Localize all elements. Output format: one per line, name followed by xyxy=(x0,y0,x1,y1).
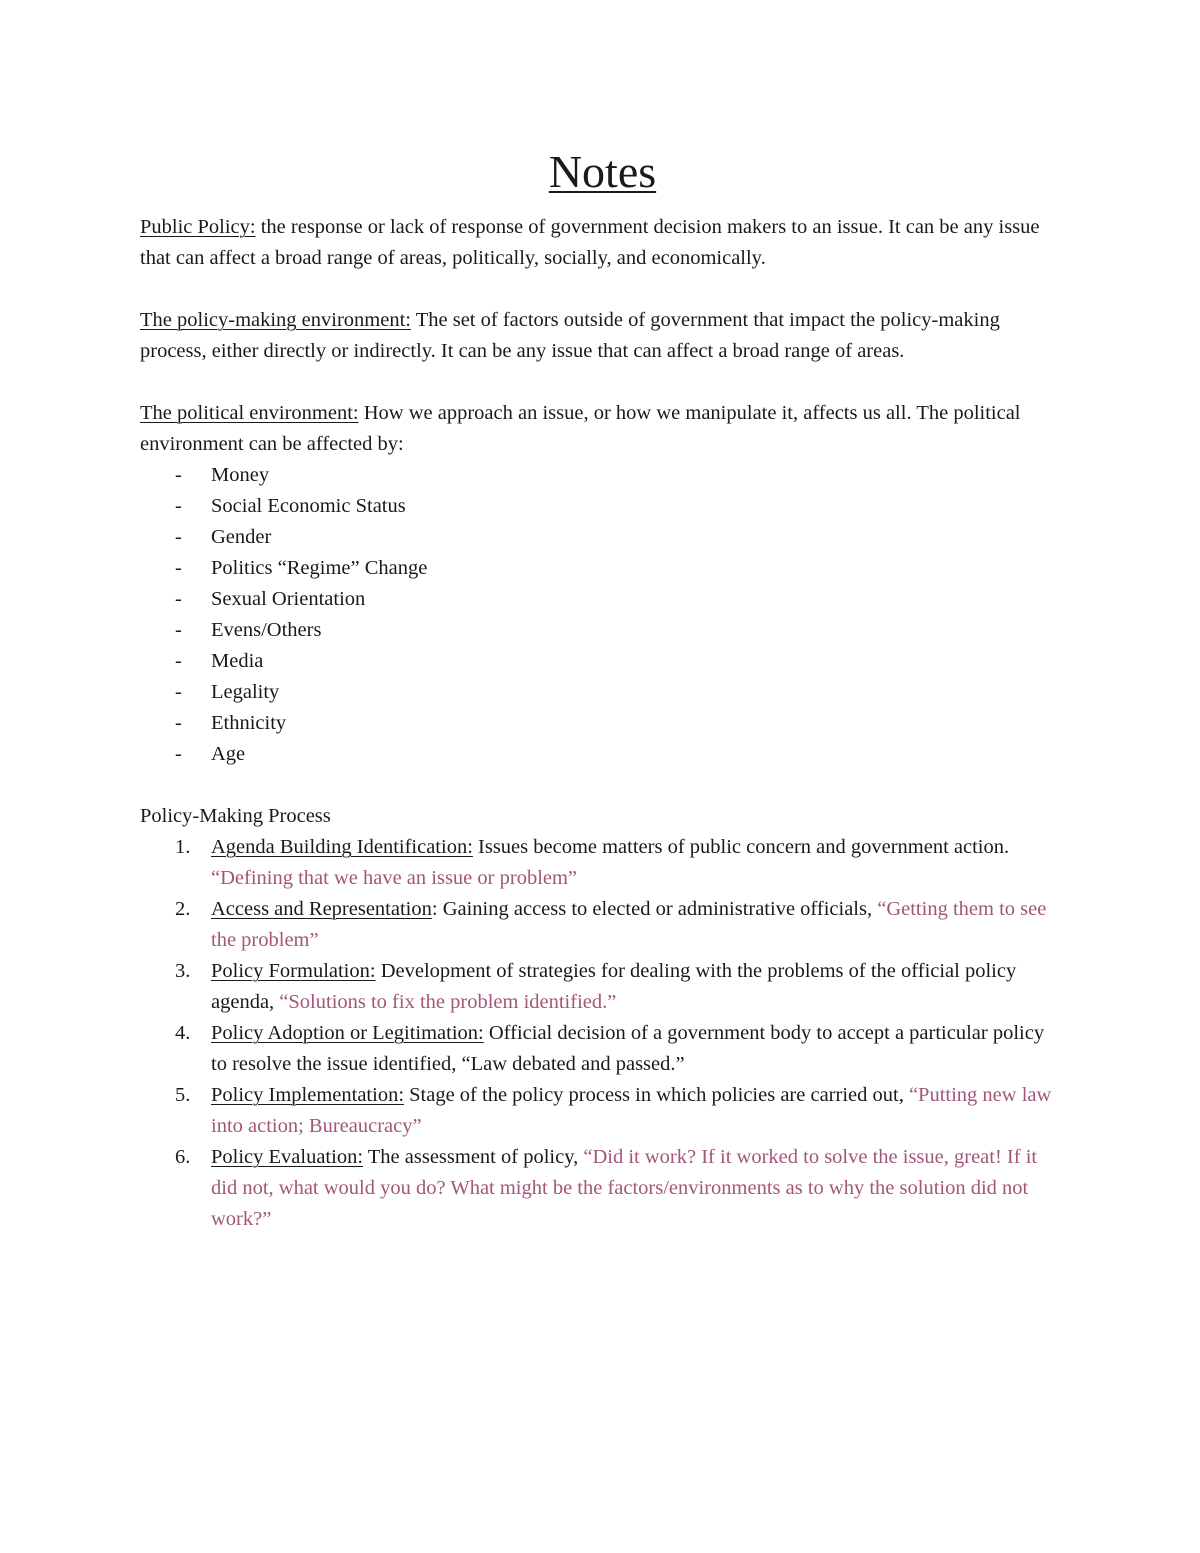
list-item xyxy=(140,460,1065,491)
list-item xyxy=(140,708,1065,739)
step-number: 4. xyxy=(175,1022,191,1044)
step-term: Policy Evaluation: xyxy=(211,1146,364,1168)
list-item xyxy=(140,584,1065,615)
step-term: Agenda Building Identification: xyxy=(211,836,473,858)
factor-text: Legality xyxy=(211,681,280,703)
process-step xyxy=(140,1018,1065,1080)
policy-making-environment-term: The policy-making environment: xyxy=(140,309,411,331)
bullet-dash: - xyxy=(175,557,182,579)
factor-text: Gender xyxy=(211,526,272,548)
list-item xyxy=(140,615,1065,646)
step-quote: “Solutions to fix the problem identified.” xyxy=(279,991,617,1013)
public-policy-definition: the response or lack of response of government decision makers to an issue. It can be any issue that can affect a broad range of areas, politically, socially, and economically. xyxy=(140,216,1040,269)
step-text: Official decision of a government body to accept a particular policy to resolve the issue identified, “Law debated and passed.” xyxy=(211,1022,1045,1075)
document-page xyxy=(140,140,1065,1235)
step-number: 3. xyxy=(175,960,191,982)
process-step xyxy=(140,832,1065,894)
step-term: Policy Formulation: xyxy=(211,960,376,982)
bullet-dash: - xyxy=(175,743,182,765)
process-step xyxy=(140,894,1065,956)
step-quote: “Putting new law into action; Bureaucracy” xyxy=(211,1084,1052,1137)
bullet-dash: - xyxy=(175,526,182,548)
bullet-dash: - xyxy=(175,464,182,486)
step-text: Stage of the policy process in which policies are carried out, xyxy=(404,1084,909,1106)
process-step xyxy=(140,1080,1065,1142)
step-number: 2. xyxy=(175,898,191,920)
list-item xyxy=(140,491,1065,522)
step-quote: “Getting them to see the problem” xyxy=(211,898,1047,951)
bullet-dash: - xyxy=(175,681,182,703)
factor-text: Sexual Orientation xyxy=(211,588,366,610)
political-environment-paragraph xyxy=(140,398,1065,460)
list-item xyxy=(140,677,1065,708)
bullet-dash: - xyxy=(175,588,182,610)
political-factors-list xyxy=(140,460,1065,770)
list-item xyxy=(140,553,1065,584)
list-item xyxy=(140,739,1065,770)
process-step xyxy=(140,956,1065,1018)
political-environment-definition: How we approach an issue, or how we manipulate it, affects us all. The political environment can be affected by: xyxy=(140,402,1021,455)
step-number: 1. xyxy=(175,836,191,858)
factor-text: Age xyxy=(211,743,246,765)
step-text: The assessment of policy, xyxy=(363,1146,584,1168)
process-step xyxy=(140,1142,1065,1235)
factor-text: Media xyxy=(211,650,264,672)
public-policy-term: Public Policy: xyxy=(140,216,256,238)
step-quote: “Did it work? If it worked to solve the issue, great! If it did not, what would you do? What might be the factors/environments as to why the solution did not work?” xyxy=(211,1146,1038,1230)
list-item xyxy=(140,646,1065,677)
factor-text: Money xyxy=(211,464,270,486)
step-quote: “Defining that we have an issue or problem” xyxy=(211,867,578,889)
factor-text: Ethnicity xyxy=(211,712,287,734)
policy-making-environment-definition: The set of factors outside of government that impact the policy-making process, either directly or indirectly. It can be any issue that can affect a broad range of areas. xyxy=(140,309,1000,362)
bullet-dash: - xyxy=(175,712,182,734)
factor-text: Politics “Regime” Change xyxy=(211,557,428,579)
page-title: Notes xyxy=(548,146,657,197)
step-term: Policy Implementation: xyxy=(211,1084,405,1106)
policy-making-environment-paragraph xyxy=(140,305,1065,367)
step-term: Access and Representation xyxy=(211,898,432,920)
step-text: Development of strategies for dealing with the problems of the official policy agenda, xyxy=(211,960,1017,1013)
list-item xyxy=(140,522,1065,553)
factor-text: Social Economic Status xyxy=(211,495,406,517)
bullet-dash: - xyxy=(175,650,182,672)
process-steps-list xyxy=(140,832,1065,1235)
bullet-dash: - xyxy=(175,619,182,641)
process-heading: Policy-Making Process xyxy=(140,805,331,827)
step-text: Issues become matters of public concern and government action. xyxy=(472,836,1010,858)
step-text: : Gaining access to elected or administrative officials, xyxy=(431,898,878,920)
political-environment-term: The political environment: xyxy=(140,402,359,424)
bullet-dash: - xyxy=(175,495,182,517)
factor-text: Evens/Others xyxy=(211,619,322,641)
public-policy-paragraph xyxy=(140,212,1065,274)
step-number: 6. xyxy=(175,1146,191,1168)
step-term: Policy Adoption or Legitimation: xyxy=(211,1022,484,1044)
step-number: 5. xyxy=(175,1084,191,1106)
